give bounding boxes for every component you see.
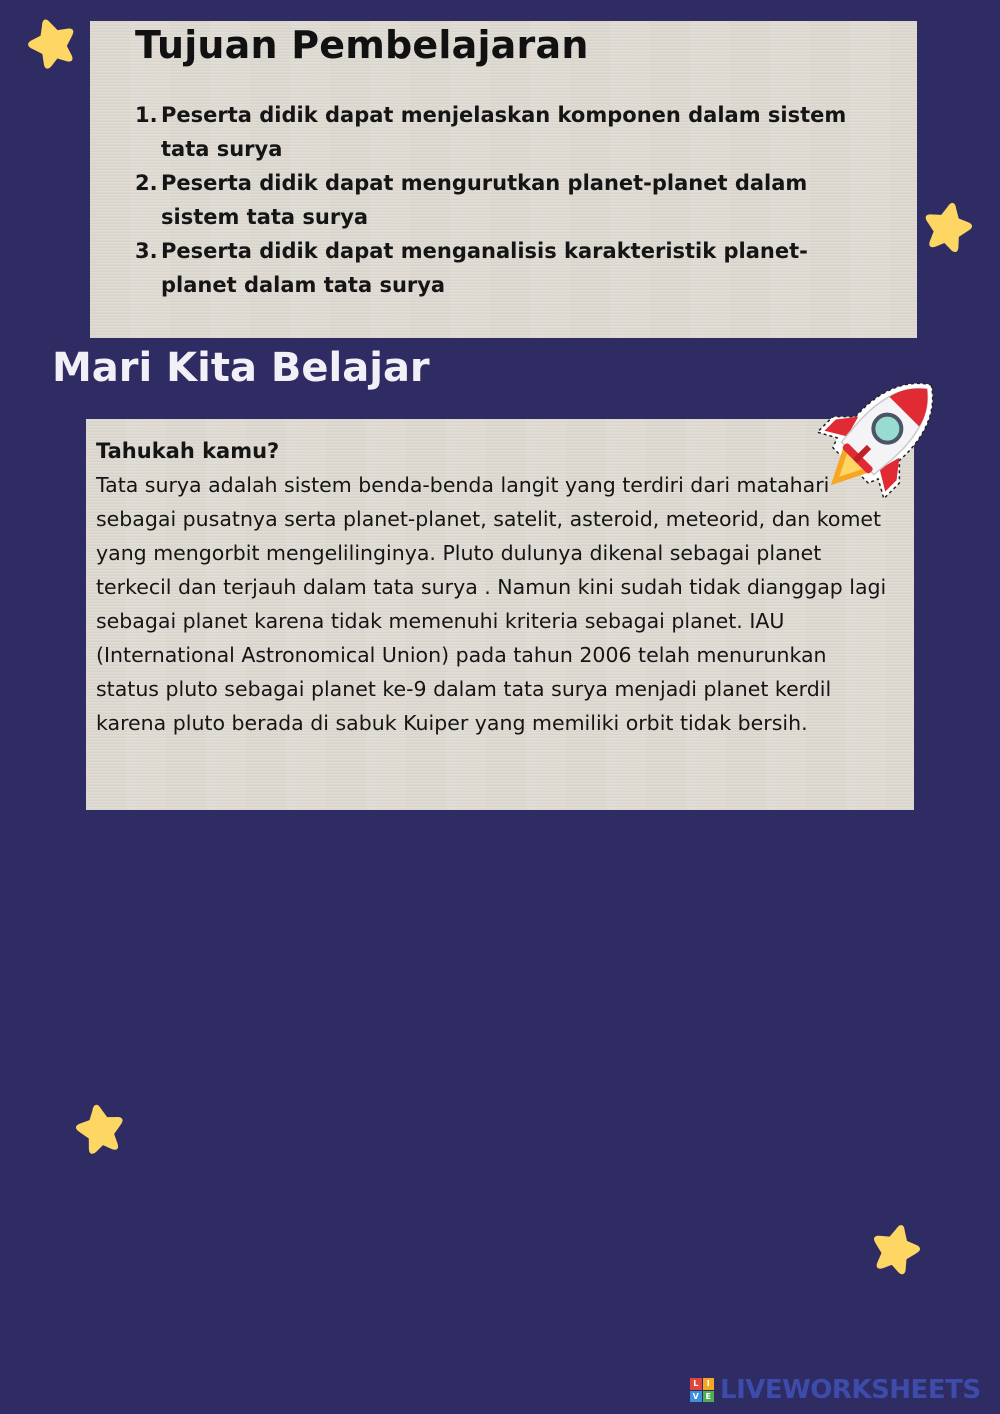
info-body: Tata surya adalah sistem benda-benda langit yang terdiri dari matahari sebagai pusatnya serta planet-planet, satelit, asteroid, meteorid, dan komet yang mengorbit mengelilinginya. Pluto dulunya dikenal sebagai planet terkecil dan terjauh dalam tata surya . Namun kini sudah tidak dianggap lagi sebagai planet karena tidak memenuhi kriteria sebagai planet. IAU (International Astronomical Union) pada tahun 2006 telah menurunkan status pluto sebagai planet ke-9 dalam tata surya menjadi planet kerdil karena pluto berada di sabuk Kuiper yang memiliki orbit tidak bersih. [96, 473, 887, 735]
objective-item [135, 234, 875, 302]
watermark-text: LIVEWORKSHEETS [720, 1375, 981, 1405]
objective-number: 2. [135, 171, 158, 195]
info-card [86, 419, 914, 810]
objective-item [135, 166, 875, 234]
info-question: Tahukah kamu? [96, 439, 280, 463]
star-icon [72, 1100, 128, 1156]
objective-number: 3. [135, 239, 158, 263]
objectives-title: Tujuan Pembelajaran [135, 23, 589, 67]
objective-text: Peserta didik dapat menganalisis karakteristik planet-planet dalam tata surya [161, 239, 808, 297]
star-icon [920, 198, 976, 254]
objective-item [135, 98, 875, 166]
rocket-icon [806, 360, 956, 510]
objectives-card [90, 21, 917, 338]
objectives-list [135, 98, 875, 302]
star-icon [868, 1220, 924, 1276]
objective-number: 1. [135, 103, 158, 127]
section-heading: Mari Kita Belajar [52, 345, 430, 391]
star-icon [24, 14, 80, 70]
objective-text: Peserta didik dapat menjelaskan komponen dalam sistem tata surya [161, 103, 847, 161]
objective-text: Peserta didik dapat mengurutkan planet-planet dalam sistem tata surya [161, 171, 808, 229]
liveworksheets-watermark [690, 1376, 990, 1404]
liveworksheets-logo-icon: L I V E [690, 1378, 714, 1402]
